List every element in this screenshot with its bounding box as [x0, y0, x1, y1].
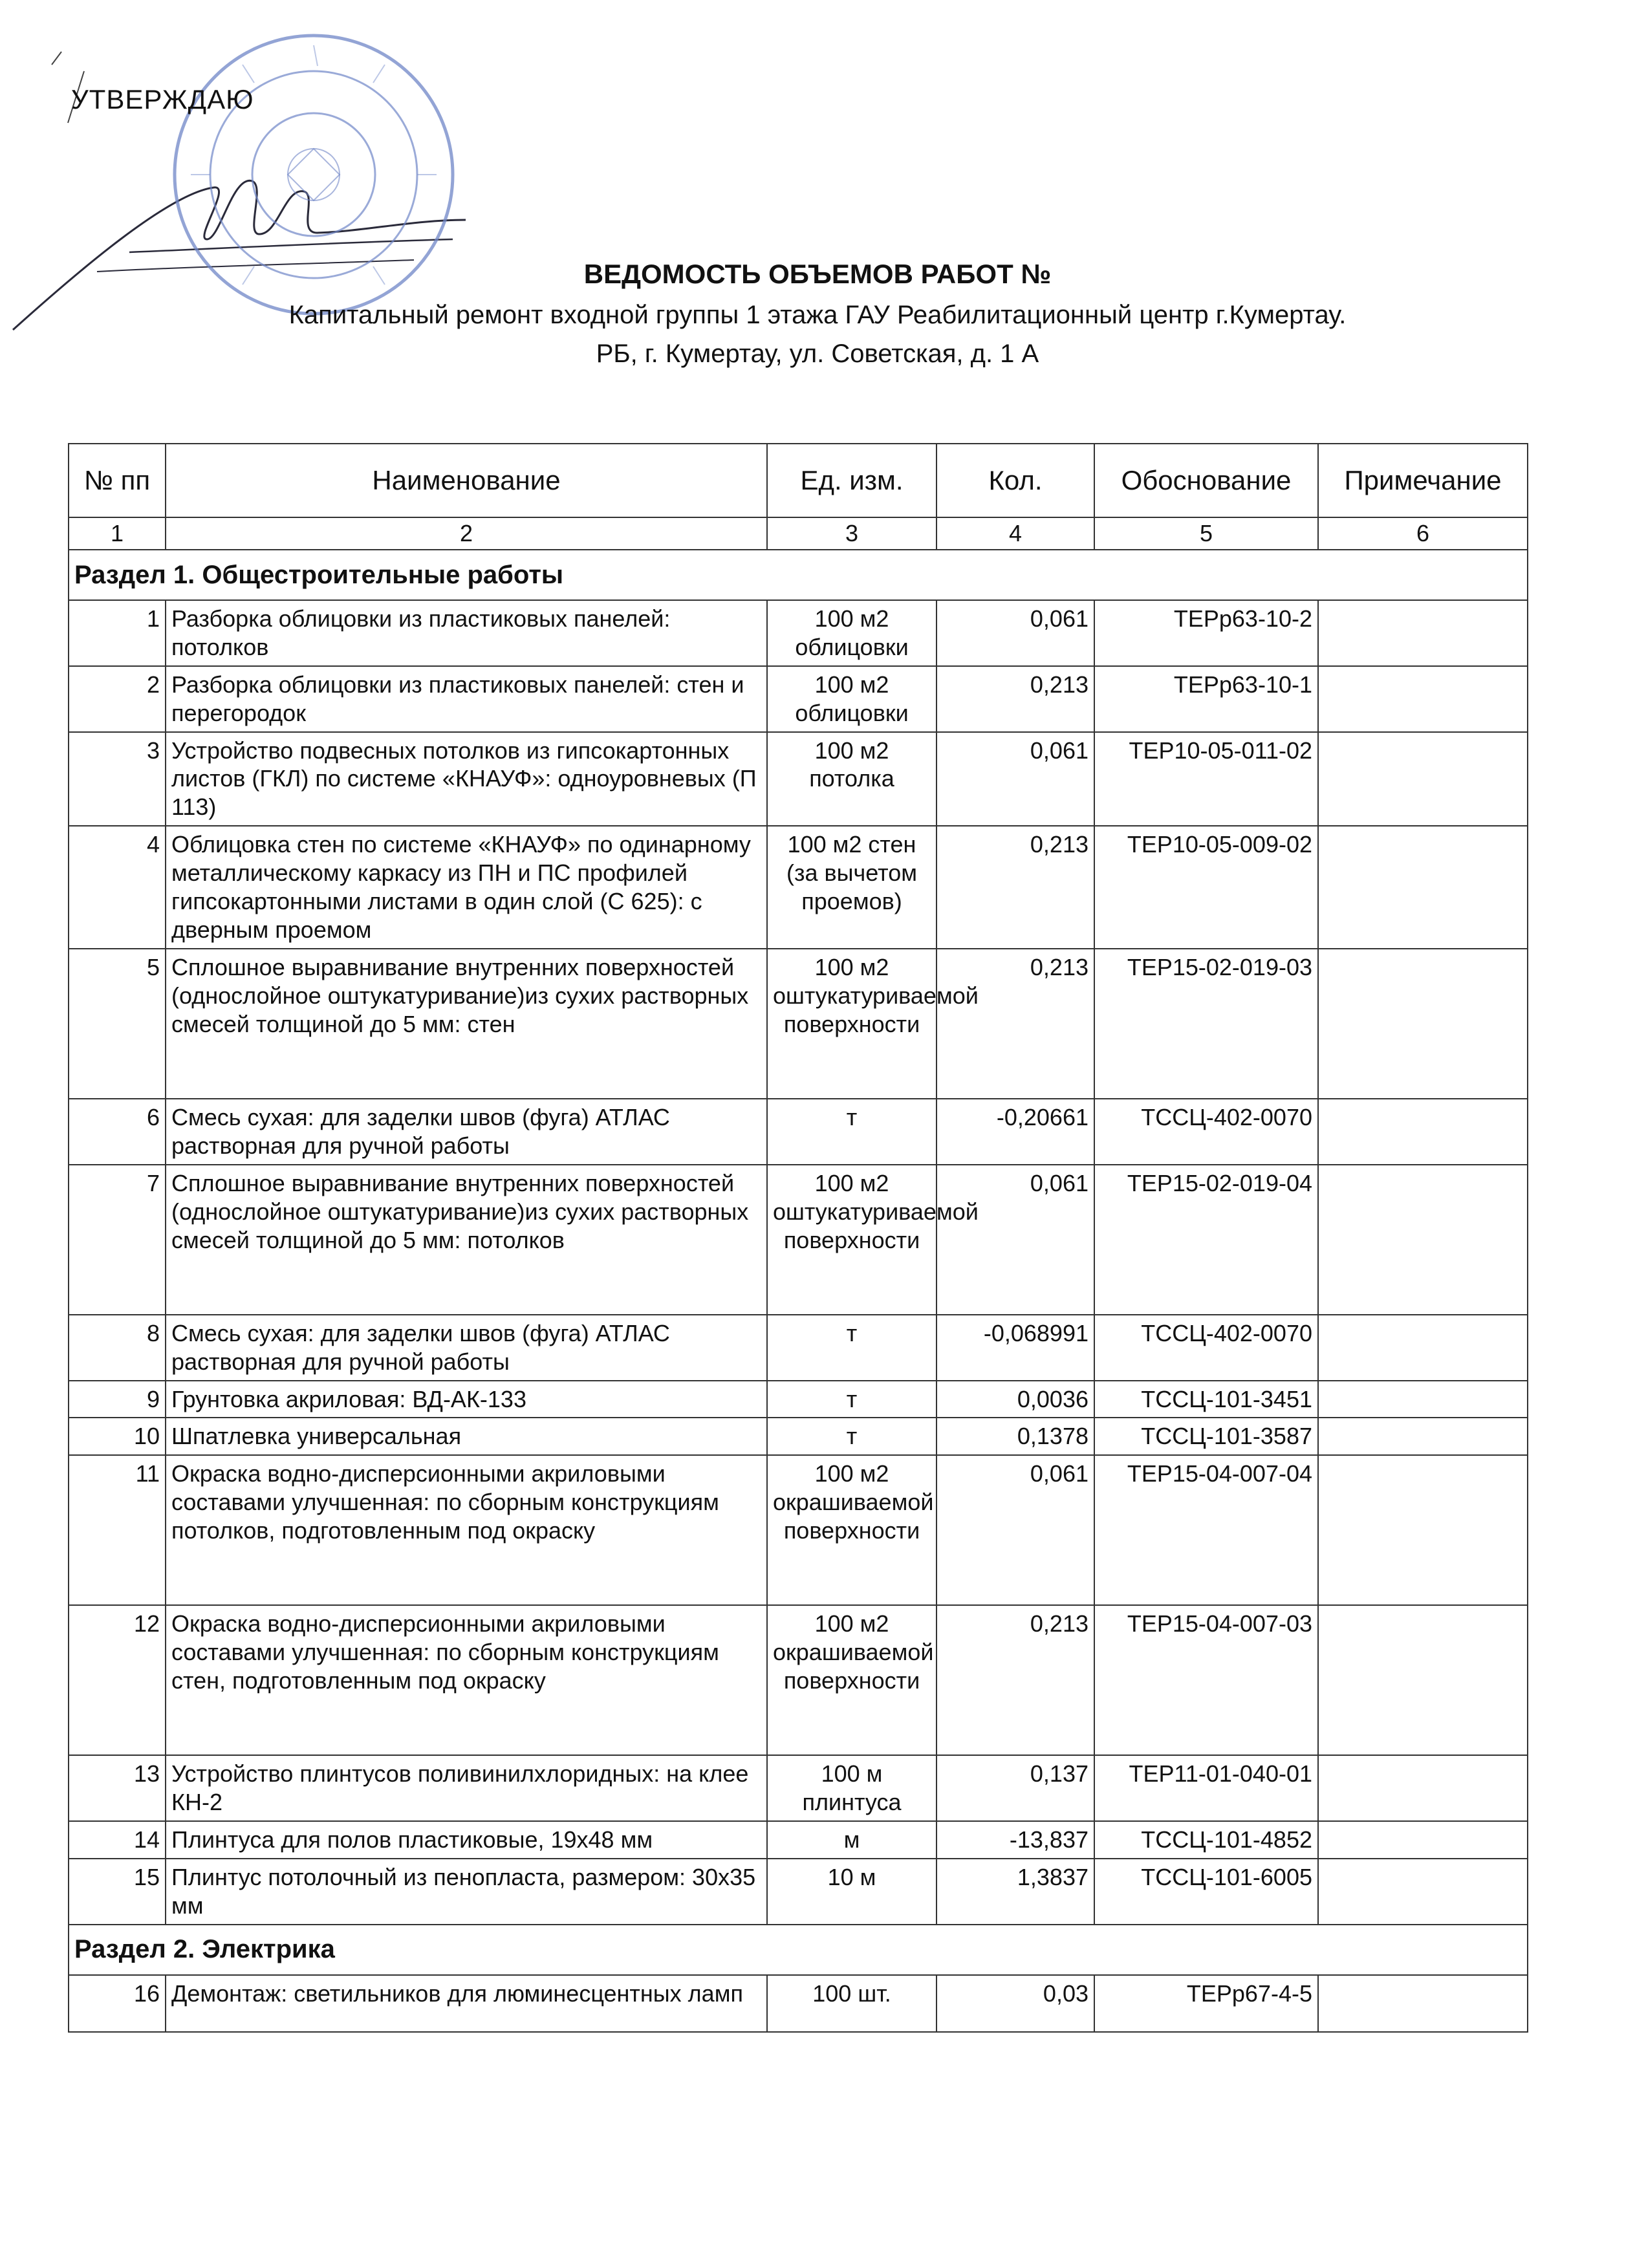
header-cell: Примечание [1318, 444, 1528, 517]
note [1318, 1755, 1528, 1821]
basis-code: ТССЦ-101-3587 [1094, 1418, 1318, 1455]
table-row [69, 1605, 1528, 1755]
unit-of-measure: т [767, 1381, 937, 1418]
column-number-row [69, 517, 1528, 550]
work-name: Грунтовка акриловая: ВД-АК-133 [166, 1381, 767, 1418]
row-number: 6 [69, 1099, 166, 1165]
table-row [69, 1418, 1528, 1455]
work-name: Окраска водно-дисперсионными акриловыми составами улучшенная: по сборным конструкциям потолков, подготовленным под окраску [166, 1455, 767, 1605]
note [1318, 600, 1528, 666]
table-row [69, 1315, 1528, 1381]
basis-code: ТЕРр63-10-1 [1094, 666, 1318, 732]
unit-of-measure: т [767, 1099, 937, 1165]
row-number: 4 [69, 826, 166, 949]
basis-code: ТССЦ-402-0070 [1094, 1099, 1318, 1165]
note [1318, 1975, 1528, 2032]
note [1318, 1315, 1528, 1381]
quantity: 0,213 [937, 826, 1094, 949]
header-cell: Ед. изм. [767, 444, 937, 517]
table-row [69, 1821, 1528, 1859]
unit-of-measure: 100 шт. [767, 1975, 937, 2032]
table-header-row [69, 444, 1528, 517]
note [1318, 1455, 1528, 1605]
work-name: Разборка облицовки из пластиковых панелей: стен и перегородок [166, 666, 767, 732]
work-name: Демонтаж: светильников для люминесцентных ламп [166, 1975, 767, 2032]
basis-code: ТЕР10-05-011-02 [1094, 732, 1318, 826]
header-cell: Кол. [937, 444, 1094, 517]
row-number: 7 [69, 1165, 166, 1315]
row-number: 2 [69, 666, 166, 732]
quantity: 0,213 [937, 949, 1094, 1099]
column-number: 6 [1318, 517, 1528, 550]
row-number: 5 [69, 949, 166, 1099]
document-title: ВЕДОМОСТЬ ОБЪЕМОВ РАБОТ № [583, 259, 1052, 289]
quantity: -0,20661 [937, 1099, 1094, 1165]
unit-of-measure: т [767, 1315, 937, 1381]
basis-code: ТССЦ-101-4852 [1094, 1821, 1318, 1859]
work-name: Облицовка стен по системе «КНАУФ» по одинарному металлическому каркасу из ПН и ПС профилей гипсокартонными листами в один слой (С 625): с дверным проемом [166, 826, 767, 949]
table-row [69, 1165, 1528, 1315]
note [1318, 1859, 1528, 1925]
work-name: Устройство подвесных потолков из гипсокартонных листов (ГКЛ) по системе «КНАУФ»: одноуровневых (П 113) [166, 732, 767, 826]
quantity: 1,3837 [937, 1859, 1094, 1925]
table-row [69, 732, 1528, 826]
quantity: -0,068991 [937, 1315, 1094, 1381]
unit-of-measure: 100 м2 окрашиваемой поверхности [767, 1605, 937, 1755]
section-title: Раздел 2. Электрика [69, 1925, 1528, 1975]
column-number: 1 [69, 517, 166, 550]
unit-of-measure: 100 м2 облицовки [767, 666, 937, 732]
quantity: 0,137 [937, 1755, 1094, 1821]
note [1318, 1165, 1528, 1315]
column-number: 3 [767, 517, 937, 550]
section-header-row [69, 1925, 1528, 1975]
quantity: -13,837 [937, 1821, 1094, 1859]
note [1318, 666, 1528, 732]
unit-of-measure: 100 м2 стен (за вычетом проемов) [767, 826, 937, 949]
note [1318, 732, 1528, 826]
unit-of-measure: 100 м2 оштукатуриваемой поверхности [767, 1165, 937, 1315]
row-number: 12 [69, 1605, 166, 1755]
quantity: 0,213 [937, 1605, 1094, 1755]
row-number: 3 [69, 732, 166, 826]
unit-of-measure: 100 м2 оштукатуриваемой поверхности [767, 949, 937, 1099]
unit-of-measure: 100 м2 потолка [767, 732, 937, 826]
section-title: Раздел 1. Общестроительные работы [69, 550, 1528, 600]
basis-code: ТЕР11-01-040-01 [1094, 1755, 1318, 1821]
note [1318, 1605, 1528, 1755]
row-number: 9 [69, 1381, 166, 1418]
table-row [69, 1859, 1528, 1925]
basis-code: ТССЦ-402-0070 [1094, 1315, 1318, 1381]
basis-code: ТЕР15-04-007-03 [1094, 1605, 1318, 1755]
unit-of-measure: 10 м [767, 1859, 937, 1925]
work-name: Плинтуса для полов пластиковые, 19х48 мм [166, 1821, 767, 1859]
document-subtitle-line1: Капитальный ремонт входной группы 1 этажа ГАУ Реабилитационный центр г.Кумертау. [288, 301, 1347, 329]
unit-of-measure: 100 м2 облицовки [767, 600, 937, 666]
work-name: Разборка облицовки из пластиковых панелей: потолков [166, 600, 767, 666]
row-number: 11 [69, 1455, 166, 1605]
basis-code: ТССЦ-101-3451 [1094, 1381, 1318, 1418]
unit-of-measure: т [767, 1418, 937, 1455]
row-number: 10 [69, 1418, 166, 1455]
note [1318, 1381, 1528, 1418]
table-row [69, 949, 1528, 1099]
note [1318, 826, 1528, 949]
quantity: 0,061 [937, 600, 1094, 666]
note [1318, 949, 1528, 1099]
header-cell: Наименование [166, 444, 767, 517]
work-name: Сплошное выравнивание внутренних поверхностей (однослойное оштукатуривание)из сухих растворных смесей толщиной до 5 мм: потолков [166, 1165, 767, 1315]
header-cell: № пп [69, 444, 166, 517]
work-name: Сплошное выравнивание внутренних поверхностей (однослойное оштукатуривание)из сухих растворных смесей толщиной до 5 мм: стен [166, 949, 767, 1099]
header-cell: Обоснование [1094, 444, 1318, 517]
column-number: 4 [937, 517, 1094, 550]
basis-code: ТССЦ-101-6005 [1094, 1859, 1318, 1925]
table-row [69, 1381, 1528, 1418]
work-name: Смесь сухая: для заделки швов (фуга) АТЛАС растворная для ручной работы [166, 1099, 767, 1165]
quantity: 0,061 [937, 1165, 1094, 1315]
row-number: 15 [69, 1859, 166, 1925]
quantity: 0,061 [937, 1455, 1094, 1605]
table-row [69, 1455, 1528, 1605]
approval-label: УТВЕРЖДАЮ [71, 84, 254, 114]
works-volume-table [68, 443, 1528, 2033]
work-name: Плинтус потолочный из пенопласта, размером: 30х35 мм [166, 1859, 767, 1925]
work-name: Устройство плинтусов поливинилхлоридных: на клее КН-2 [166, 1755, 767, 1821]
basis-code: ТЕР15-02-019-03 [1094, 949, 1318, 1099]
table-row [69, 1975, 1528, 2032]
basis-code: ТЕР15-04-007-04 [1094, 1455, 1318, 1605]
basis-code: ТЕРр63-10-2 [1094, 600, 1318, 666]
document-subtitle-line2: РБ, г. Кумертау, ул. Советская, д. 1 А [596, 340, 1039, 368]
note [1318, 1418, 1528, 1455]
quantity: 0,03 [937, 1975, 1094, 2032]
row-number: 13 [69, 1755, 166, 1821]
quantity: 0,061 [937, 732, 1094, 826]
row-number: 1 [69, 600, 166, 666]
work-name: Смесь сухая: для заделки швов (фуга) АТЛАС растворная для ручной работы [166, 1315, 767, 1381]
quantity: 0,213 [937, 666, 1094, 732]
basis-code: ТЕРр67-4-5 [1094, 1975, 1318, 2032]
quantity: 0,1378 [937, 1418, 1094, 1455]
unit-of-measure: 100 м плинтуса [767, 1755, 937, 1821]
column-number: 5 [1094, 517, 1318, 550]
row-number: 16 [69, 1975, 166, 2032]
note [1318, 1099, 1528, 1165]
row-number: 14 [69, 1821, 166, 1859]
table-row [69, 1755, 1528, 1821]
work-name: Шпатлевка универсальная [166, 1418, 767, 1455]
basis-code: ТЕР10-05-009-02 [1094, 826, 1318, 949]
table-row [69, 1099, 1528, 1165]
column-number: 2 [166, 517, 767, 550]
table-row [69, 600, 1528, 666]
note [1318, 1821, 1528, 1859]
unit-of-measure: 100 м2 окрашиваемой поверхности [767, 1455, 937, 1605]
work-name: Окраска водно-дисперсионными акриловыми составами улучшенная: по сборным конструкциям стен, подготовленным под окраску [166, 1605, 767, 1755]
table-row [69, 666, 1528, 732]
basis-code: ТЕР15-02-019-04 [1094, 1165, 1318, 1315]
row-number: 8 [69, 1315, 166, 1381]
table-row [69, 826, 1528, 949]
section-header-row [69, 550, 1528, 600]
quantity: 0,0036 [937, 1381, 1094, 1418]
unit-of-measure: м [767, 1821, 937, 1859]
